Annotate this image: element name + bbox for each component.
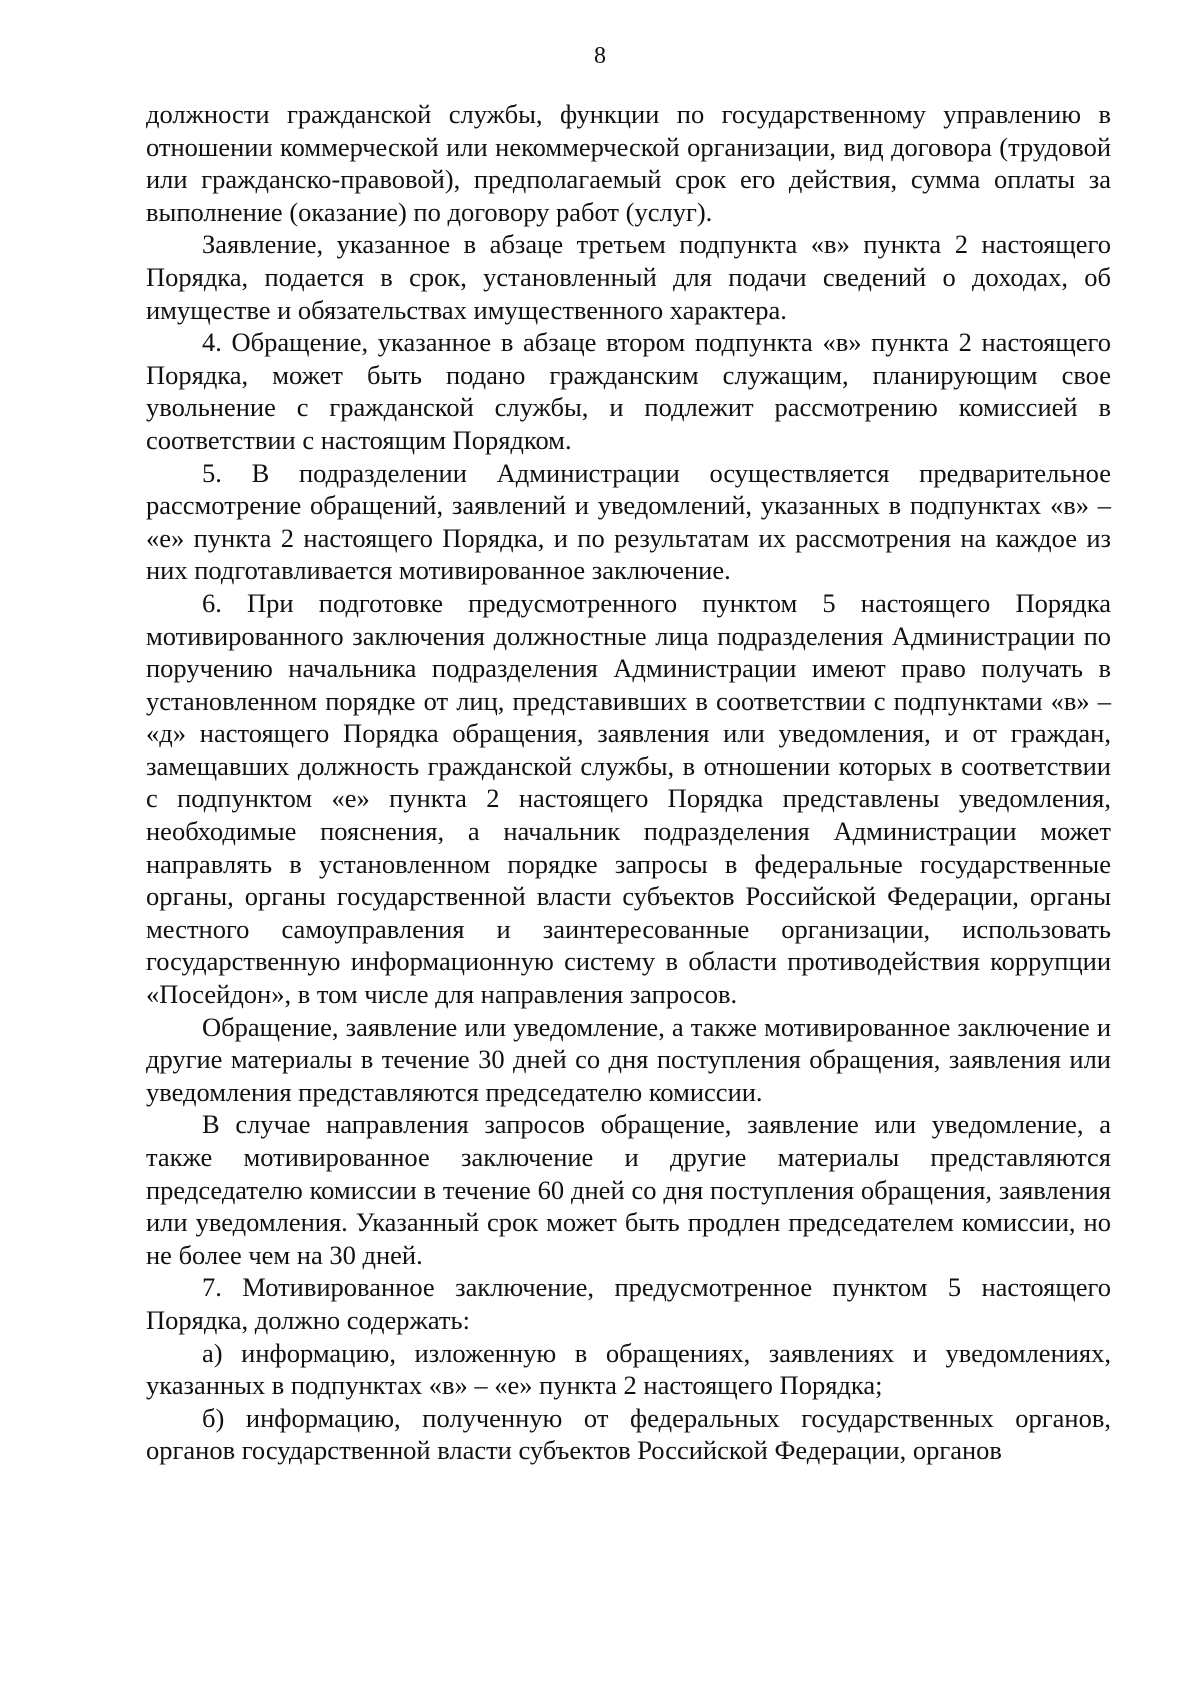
paragraph: В случае направления запросов обращение, заявление или уведомление, а также мотивированное заключение и другие материалы представляются председателю комиссии в течение 60 дней со дня поступления обращения, заявления или уведомления. Указанный срок может быть продлен председателем комиссии, но не более чем на 30 дней.: [146, 1109, 1111, 1270]
paragraph: Заявление, указанное в абзаце третьем подпункта «в» пункта 2 настоящего Порядка, подается в срок, установленный для подачи сведений о доходах, об имуществе и обязательствах имущественного характера.: [146, 229, 1111, 325]
page-number: 8: [594, 43, 606, 69]
paragraph-continuation: должности гражданской службы, функции по государственному управлению в отношении коммерческой или некоммерческой организации, вид договора (трудовой или гражданско-правовой), предполагаемый срок его действия, сумма оплаты за выполнение (оказание) по договору работ (услуг).: [146, 99, 1111, 227]
paragraph-item-5: 5. В подразделении Администрации осуществляется предварительное рассмотрение обращений, заявлений и уведомлений, указанных в подпунктах «в» – «е» пункта 2 настоящего Порядка, и по результатам их рассмотрения на каждое из них подготавливается мотивированное заключение.: [146, 457, 1111, 586]
paragraph-subitem-b: б) информацию, полученную от федеральных государственных органов, органов государственной власти субъектов Российской Федерации, органов: [146, 1402, 1111, 1466]
paragraph-item-4: 4. Обращение, указанное в абзаце втором подпункта «в» пункта 2 настоящего Порядка, может быть подано гражданским служащим, планирующим свое увольнение с гражданской службы, и подлежит рассмотрению комиссией в соответствии с настоящим Порядком.: [146, 327, 1111, 455]
paragraph: Обращение, заявление или уведомление, а также мотивированное заключение и другие материалы в течение 30 дней со дня поступления обращения, заявления или уведомления представляются председателю комиссии.: [146, 1011, 1111, 1107]
paragraph-subitem-a: а) информацию, изложенную в обращениях, заявлениях и уведомлениях, указанных в подпунктах «в» – «е» пункта 2 настоящего Порядка;: [146, 1337, 1111, 1401]
paragraph-item-7: 7. Мотивированное заключение, предусмотренное пунктом 5 настоящего Порядка, должно содержать:: [146, 1272, 1111, 1335]
paragraph-item-6: 6. При подготовке предусмотренного пунктом 5 настоящего Порядка мотивированного заключения должностные лица подразделения Администрации по поручению начальника подразделения Администрации имеют право получать в установленном порядке от лиц, представивших в соответствии с подпунктами «в» – «д» настоящего Порядка обращения, заявления или уведомления, и от граждан, замещавших должность гражданской службы, в отношении которых в соответствии с подпунктом «е» пункта 2 настоящего Порядка представлены уведомления, необходимые пояснения, а начальник подразделения Администрации может направлять в установленном порядке запросы в федеральные государственные органы, органы государственной власти субъектов Российской Федерации, органы местного самоуправления и заинтересованные организации, использовать государственную информационную систему в области противодействия коррупции «Посейдон», в том числе для направления запросов.: [146, 587, 1111, 1010]
document-body: [146, 98, 1111, 1467]
